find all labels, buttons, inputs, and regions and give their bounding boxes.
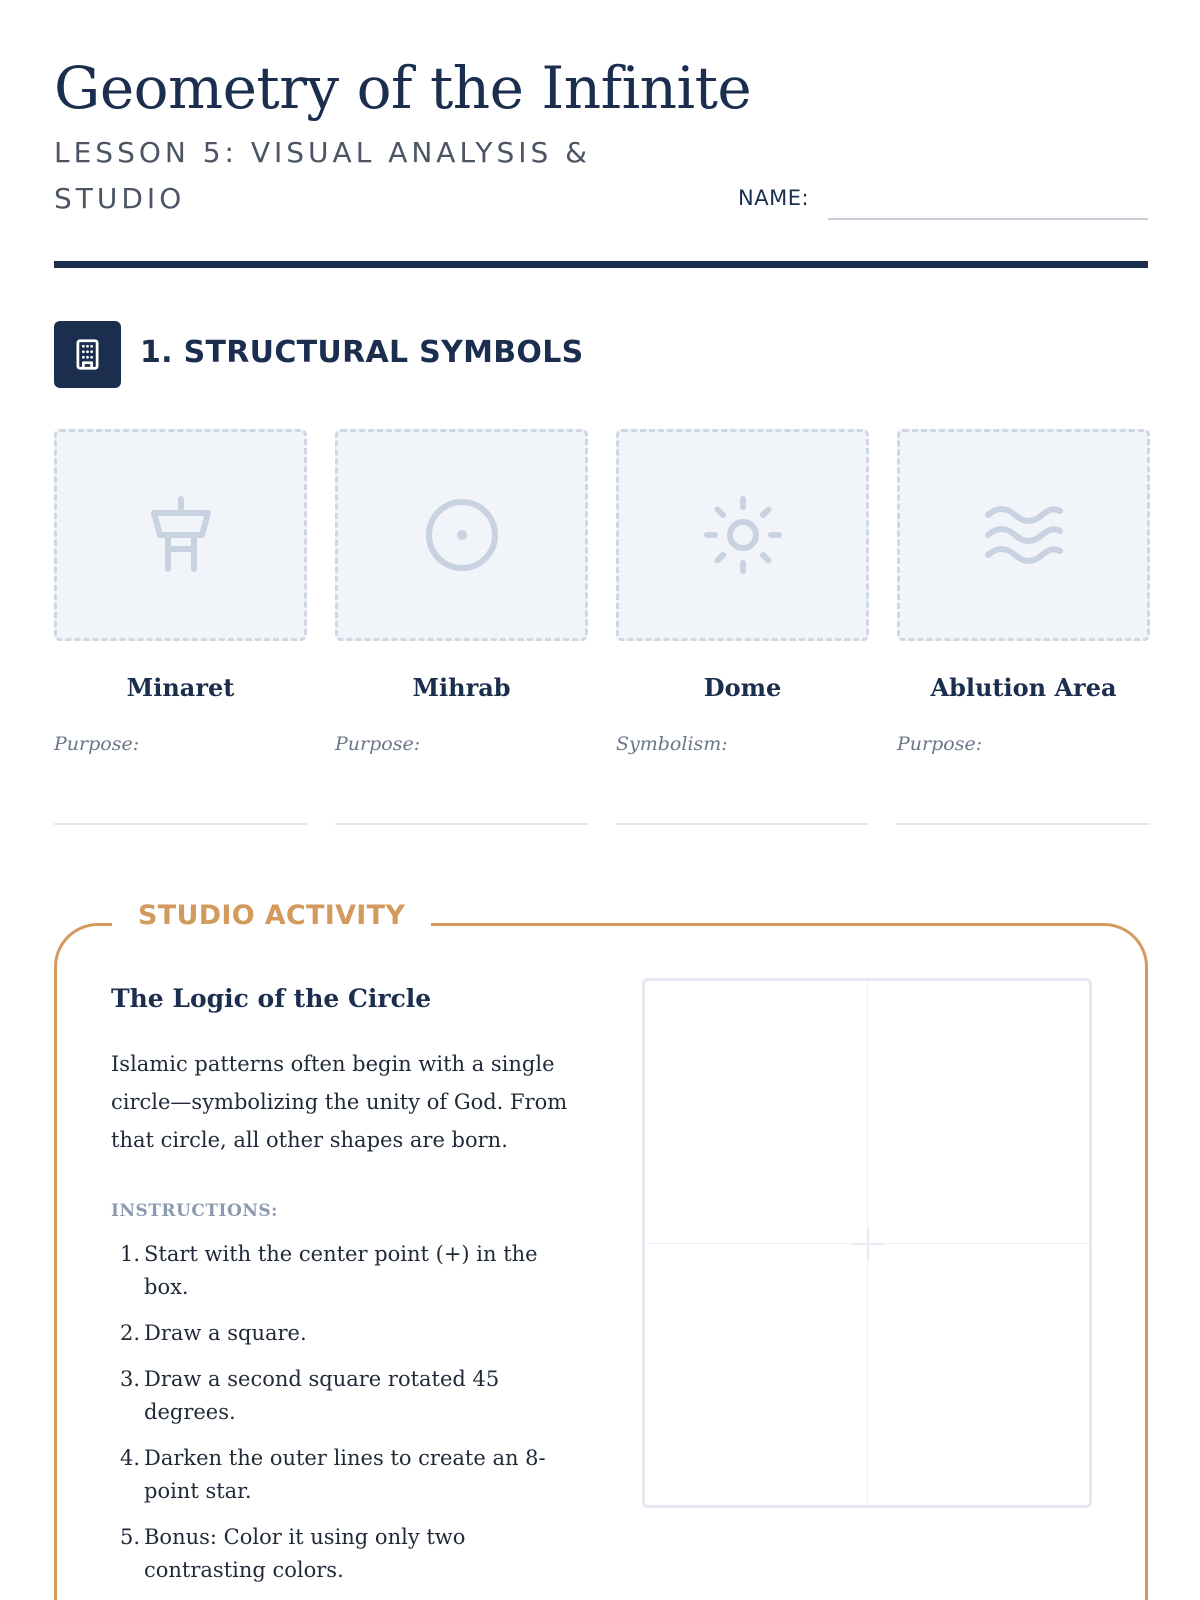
waves-icon <box>984 503 1064 567</box>
target-circle-icon <box>422 495 502 575</box>
name-field-line[interactable] <box>828 218 1148 220</box>
minaret-icon <box>146 495 216 575</box>
header-rule <box>54 261 1148 268</box>
symbol-image-box <box>54 429 307 641</box>
card-label: Mihrab <box>412 673 511 702</box>
instructions-label: INSTRUCTIONS: <box>111 1201 278 1221</box>
answer-line[interactable] <box>897 823 1150 825</box>
sun-icon <box>703 495 783 575</box>
symbol-card-mihrab <box>335 429 588 825</box>
card-label: Dome <box>703 673 782 702</box>
card-label: Ablution Area <box>930 673 1117 702</box>
instructions-list <box>111 1238 551 1600</box>
answer-line[interactable] <box>54 823 307 825</box>
studio-activity-label: STUDIO ACTIVITY <box>112 900 431 931</box>
section-title-structural-symbols: 1. STRUCTURAL SYMBOLS <box>140 335 584 370</box>
card-label: Minaret <box>126 673 235 702</box>
lesson-subtitle: LESSON 5: VISUAL ANALYSIS & STUDIO <box>54 136 591 215</box>
symbol-image-box <box>897 429 1150 641</box>
building-icon <box>54 321 121 388</box>
list-item: 1. Start with the center point (+) in the box. <box>120 1242 538 1299</box>
list-item: 5. Bonus: Color it using only two contrasting colors. <box>120 1525 466 1582</box>
drawing-box[interactable] <box>642 978 1092 1508</box>
name-label: NAME: <box>738 186 810 210</box>
card-prompt: Purpose: <box>54 733 140 755</box>
page-title: Geometry of the Infinite <box>54 54 752 122</box>
list-item: 3. Draw a second square rotated 45 degrees. <box>120 1367 500 1424</box>
list-item: 2. Draw a square. <box>120 1321 307 1345</box>
card-prompt: Symbolism: <box>616 733 728 755</box>
answer-line[interactable] <box>616 823 869 825</box>
symbol-image-box <box>335 429 588 641</box>
list-item: 4. Darken the outer lines to create an 8-point star. <box>120 1446 546 1503</box>
card-prompt: Purpose: <box>897 733 983 755</box>
symbol-card-minaret <box>54 429 307 825</box>
symbol-image-box <box>616 429 869 641</box>
answer-line[interactable] <box>335 823 588 825</box>
symbol-card-ablution-area <box>897 429 1150 825</box>
symbol-card-dome <box>616 429 869 825</box>
crosshair-icon <box>851 1227 885 1261</box>
activity-description: Islamic patterns often begin with a single circle—symbolizing the unity of God. From that circle, all other shapes are born. <box>111 1052 568 1152</box>
card-prompt: Purpose: <box>335 733 421 755</box>
activity-title: The Logic of the Circle <box>111 984 432 1013</box>
